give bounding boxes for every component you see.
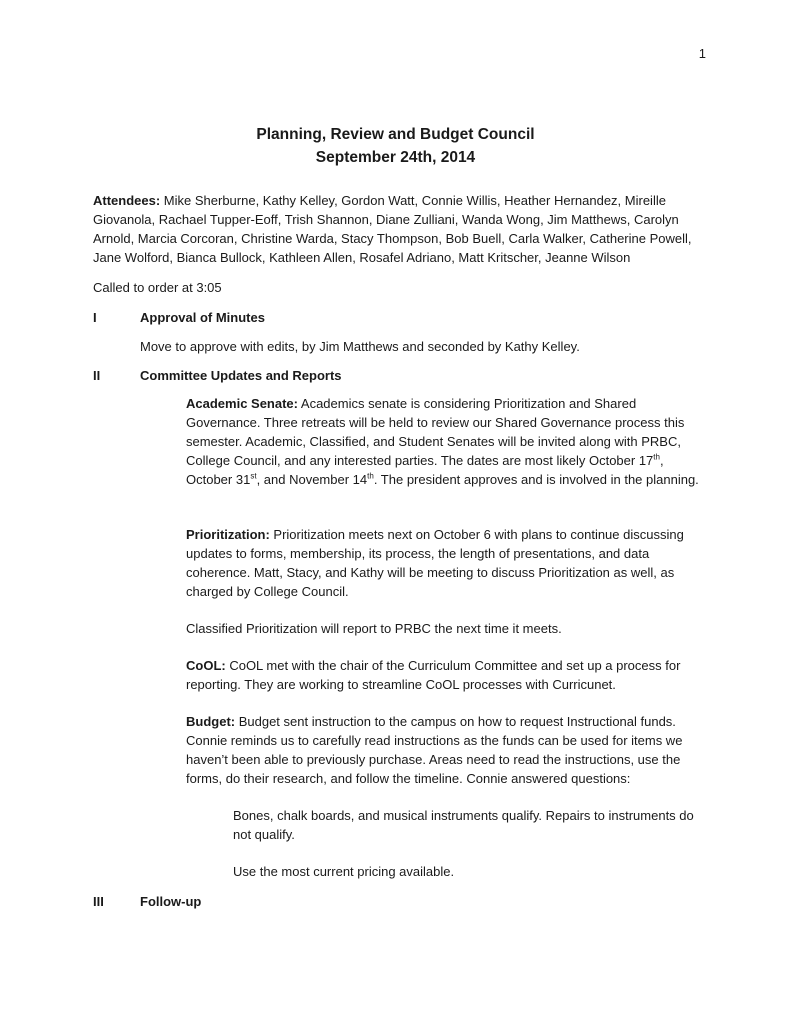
academic-senate-text: Academics senate is considering Prioritization and Shared Governance. Three retreats will be held to review our Shared Governance process this semester. Academic, Classified, and Student Senates will be invited along with PRBC, College Council, and any interested parties. The dates are most likely October 17 [186,396,685,468]
ordinal-suffix: th [653,452,660,462]
prioritization-report [186,525,701,601]
cool-text: CoOL met with the chair of the Curriculum Committee and set up a process for reporting. They are working to streamline CoOL processes with Curricunet. [186,658,681,692]
title-line-date: September 24th, 2014 [315,149,476,166]
academic-senate-text: . The president approves and is involved in the planning. [373,472,699,487]
attendees-names: Mike Sherburne, Kathy Kelley, Gordon Watt, Connie Willis, Heather Hernandez, Mireille Giovanola, Rachael Tupper-Eoff, Trish Shannon, Diane Zulliani, Wanda Wong, Jim Matthews, Carolyn Arnold, Marcia Corcoran, Christine Warda, Stacy Thompson, Bob Buell, Carla Walker, Catherine Powell, Jane Wolford, Bianca Bullock, Kathleen Allen, Rosafel Adriano, Matt Kritscher, Jeanne Wilson [93,193,692,265]
prioritization-text: Prioritization meets next on October 6 with plans to continue discussing updates to forms, membership, its process, the length of presentations, and data coherence. Matt, Stacy, and Kathy will be meeting to discuss Prioritization as well, as charged by College Council. [186,527,684,599]
page-number: 1 [698,46,706,61]
ordinal-suffix: st [250,471,257,481]
attendees-paragraph [93,191,701,267]
budget-text: Budget sent instruction to the campus on how to request Instructional funds. Connie reminds us to carefully read instructions as the funds can be used for items we haven’t been able to previously purchase. Areas need to read the instructions, use the forms, do their research, and follow the timeline. Connie answered questions: [186,714,683,786]
academic-senate-text: , October 31 [186,453,664,487]
academic-senate-text: , and November 14 [256,472,368,487]
classified-prioritization-note: Classified Prioritization will report to PRBC the next time it meets. [186,621,562,636]
section-number-3: III [93,894,104,909]
section-number-1: I [93,310,97,325]
ordinal-suffix: th [367,471,374,481]
section-title-committee-updates: Committee Updates and Reports [140,368,342,383]
section-title-follow-up: Follow-up [140,894,202,909]
attendees-label: Attendees: [93,193,161,208]
called-to-order: Called to order at 3:05 [93,280,222,295]
budget-answer-qualify: Bones, chalk boards, and musical instruments qualify. Repairs to instruments do not qualify. [233,808,694,842]
approval-motion: Move to approve with edits, by Jim Matthews and seconded by Kathy Kelley. [140,339,580,354]
academic-senate-report [186,394,701,489]
cool-report [186,656,701,694]
prioritization-label: Prioritization: [186,527,270,542]
budget-report [186,712,701,788]
budget-label: Budget: [186,714,236,729]
title-line-council: Planning, Review and Budget Council [256,126,535,143]
section-number-2: II [93,368,101,383]
academic-senate-label: Academic Senate: [186,396,298,411]
section-title-approval: Approval of Minutes [140,310,265,325]
cool-label: CoOL: [186,658,226,673]
budget-answer-pricing: Use the most current pricing available. [233,864,455,879]
document-title [0,123,791,169]
